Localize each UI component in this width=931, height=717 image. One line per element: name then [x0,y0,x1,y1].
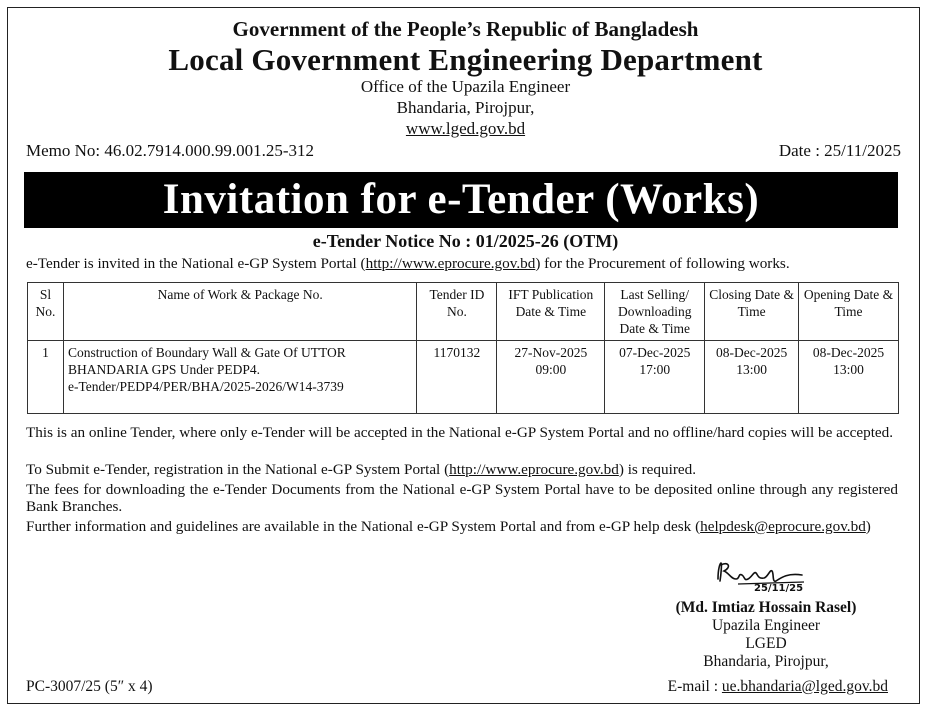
signatory-email-link[interactable]: ue.bhandaria@lged.gov.bd [721,678,888,695]
registration-text-after: ) is required. [618,461,697,478]
invitation-text-after: ) for the Procurement of following works. [535,255,790,272]
opening-time: 13:00 [833,362,864,377]
invitation-text-before: e-Tender is invited in the National e-GP System Portal ( [26,255,366,272]
header-last-selling: Last Selling/ Downloading Date & Time [605,283,705,341]
registration-text-before: To Submit e-Tender, registration in the National e-GP System Portal ( [26,461,450,478]
registration-paragraph [26,461,898,478]
closing-time: 13:00 [736,362,768,377]
signatory-email-line [636,678,888,696]
signatory-name: (Md. Imtiaz Hossain Rasel) [675,599,857,616]
works-table [27,282,899,414]
online-tender-paragraph: This is an online Tender, where only e-Tender will be accepted in the National e-GP System Portal and no offline/hard copies will be accepted. [26,424,894,441]
last-selling-date: 07-Dec-2025 [619,345,691,360]
last-selling-time: 17:00 [639,362,671,377]
helpdesk-text-after: ) [865,518,871,535]
package-no: e-Tender/PEDP4/PER/BHA/2025-2026/W14-3739 [67,379,344,394]
closing-date: 08-Dec-2025 [716,345,788,360]
table-row [28,341,899,414]
notice-number: e-Tender Notice No : 01/2025-26 (OTM) [312,231,619,251]
cell-opening [799,341,899,414]
cell-closing [705,341,799,414]
header-name: Name of Work & Package No. [63,283,417,341]
memo-date: Date : 25/11/2025 [778,141,901,160]
eprocure-link[interactable]: http://www.eprocure.gov.bd [365,255,536,272]
cell-ift [497,341,605,414]
cell-name [63,341,417,414]
fees-paragraph: The fees for downloading the e-Tender Documents from the National e-GP System Portal have to be deposited online through any registered Bank Branches. [26,481,898,515]
cell-sl: 1 [28,341,64,414]
header-opening: Opening Date & Time [799,283,899,341]
government-heading: Government of the People’s Republic of Bangladesh [232,17,699,41]
signatory-location: Bhandaria, Pirojpur, [703,653,829,670]
table-header-row [28,283,899,341]
eprocure-link-2[interactable]: http://www.eprocure.gov.bd [449,461,619,478]
opening-date: 08-Dec-2025 [812,345,885,360]
header-ift: IFT Publication Date & Time [497,283,605,341]
work-name: Construction of Boundary Wall & Gate Of UTTOR BHANDARIA GPS Under PEDP4. [67,345,346,377]
tender-banner: Invitation for e-Tender (Works) [24,172,898,228]
header-closing: Closing Date & Time [705,283,799,341]
signatory-block [636,599,896,671]
handwritten-signature [712,557,812,592]
email-label: E-mail : [667,678,722,695]
helpdesk-email-link[interactable]: helpdesk@eprocure.gov.bd [700,518,866,535]
header-tender-id: Tender ID No. [417,283,497,341]
signature-date: 25/11/25 [754,583,804,592]
cell-last-selling [605,341,705,414]
cell-tender-id: 1170132 [417,341,497,414]
office-line: Office of the Upazila Engineer [360,77,571,96]
helpdesk-paragraph [26,518,898,535]
website-link[interactable]: www.lged.gov.bd [405,119,526,138]
pc-number: PC-3007/25 (5″ x 4) [26,678,153,695]
signatory-designation: Upazila Engineer [711,617,820,634]
ift-date: 27-Nov-2025 [514,345,588,360]
department-heading: Local Government Engineering Department [168,42,763,77]
ift-time: 09:00 [535,362,567,377]
helpdesk-text-before: Further information and guidelines are available in the National e-GP System Portal and from e-GP help desk ( [26,518,701,535]
address-line: Bhandaria, Pirojpur, [396,98,535,117]
signatory-org: LGED [745,635,787,652]
invitation-line [26,255,790,273]
header-sl: Sl No. [28,283,64,341]
memo-number: Memo No: 46.02.7914.000.99.001.25-312 [26,141,315,160]
